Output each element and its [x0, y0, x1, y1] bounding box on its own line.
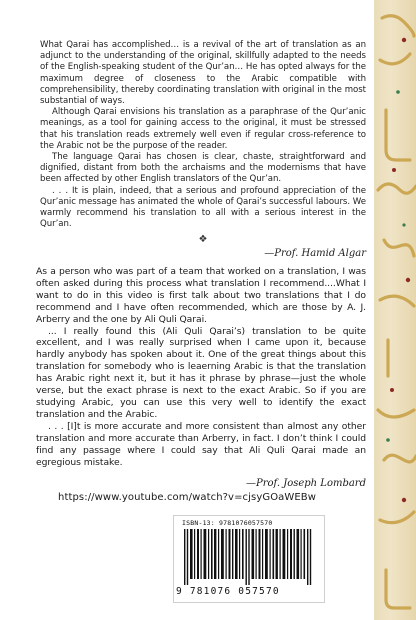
isbn-barcode — [173, 515, 325, 603]
review-algar — [40, 40, 366, 259]
signature-algar: —Prof. Hamid Algar — [264, 248, 366, 260]
review-paragraph: The language Qarai has chosen is clear, chaste, straightforward and dignified, distant from both the archaisms and the modernisms that have been affected by other English translators of the Qur’an. — [40, 152, 366, 185]
barcode-bars — [184, 529, 312, 585]
isbn-label: ISBN-13: 9781076057570 — [182, 519, 273, 527]
review-paragraph: As a person who was part of a team that worked on a translation, I was often asked during this process what translation I recommend....What I want to do in this video is first talk about two translations that I do recommend and I have often recommended, which are those by A. J. Arberry and the one by Ali Quli Qarai. — [36, 266, 366, 325]
review-paragraph: Although Qarai envisions his translation as a paraphrase of the Qur’anic meanings, as a tool for gaining access to the original, it must be stressed that his translation reads extremely well even if regular cross-reference to the Arabic not be the purpose of the reader. — [40, 107, 366, 151]
video-url: https://www.youtube.com/watch?v=cjsyGOaWEBw — [58, 492, 317, 504]
review-paragraph: . . . [I]t is more accurate and more consistent than almost any other translation and more accurate than Arberry, in fact. I don’t think I could find any passage where I could say that Ali Quli Qarai made an egregious mistake. — [36, 420, 366, 468]
ornament-icon: ❖ — [198, 234, 208, 246]
signature-lombard: —Prof. Joseph Lombard — [245, 478, 366, 490]
manuscript-decoration — [374, 0, 416, 620]
review-paragraph: . . . It is plain, indeed, that a serious and profound appreciation of the Qur’anic message has animated the whole of Qarai’s successful labours. We warmly recommend his translation to all with a serious interest in the Qur’an. — [40, 185, 366, 230]
isbn-digits: 9 781076 057570 — [176, 586, 280, 597]
calligraphy-strip-art — [374, 0, 416, 620]
review-lombard — [36, 266, 366, 503]
review-paragraph: ... I really found this (Ali Quli Qarai’s) translation to be quite excellent, and I was really surprised when I came upon it, because hardly anybody has spoken about it. One of the great things about this translation for somebody who is leaerning Arabic is that the translation has Arabic right next it, but it has it phrase by phrase—just the whole verse, but the exact phrase is next to the exact Arabic. So if you are studying Arabic, you can use this very well to identify the exact translation and the Arabic. — [36, 325, 366, 420]
review-paragraph: What Qarai has accomplished… is a revival of the art of translation as an adjunct to the understanding of the original, skillfully adapted to the needs of the English-speaking student of the Qur’an… He has opted always for the maximum degree of closeness to the Arabic compatible with comprehensibility, thereby coordinating translation with original in the most substantial of ways. — [40, 40, 366, 107]
